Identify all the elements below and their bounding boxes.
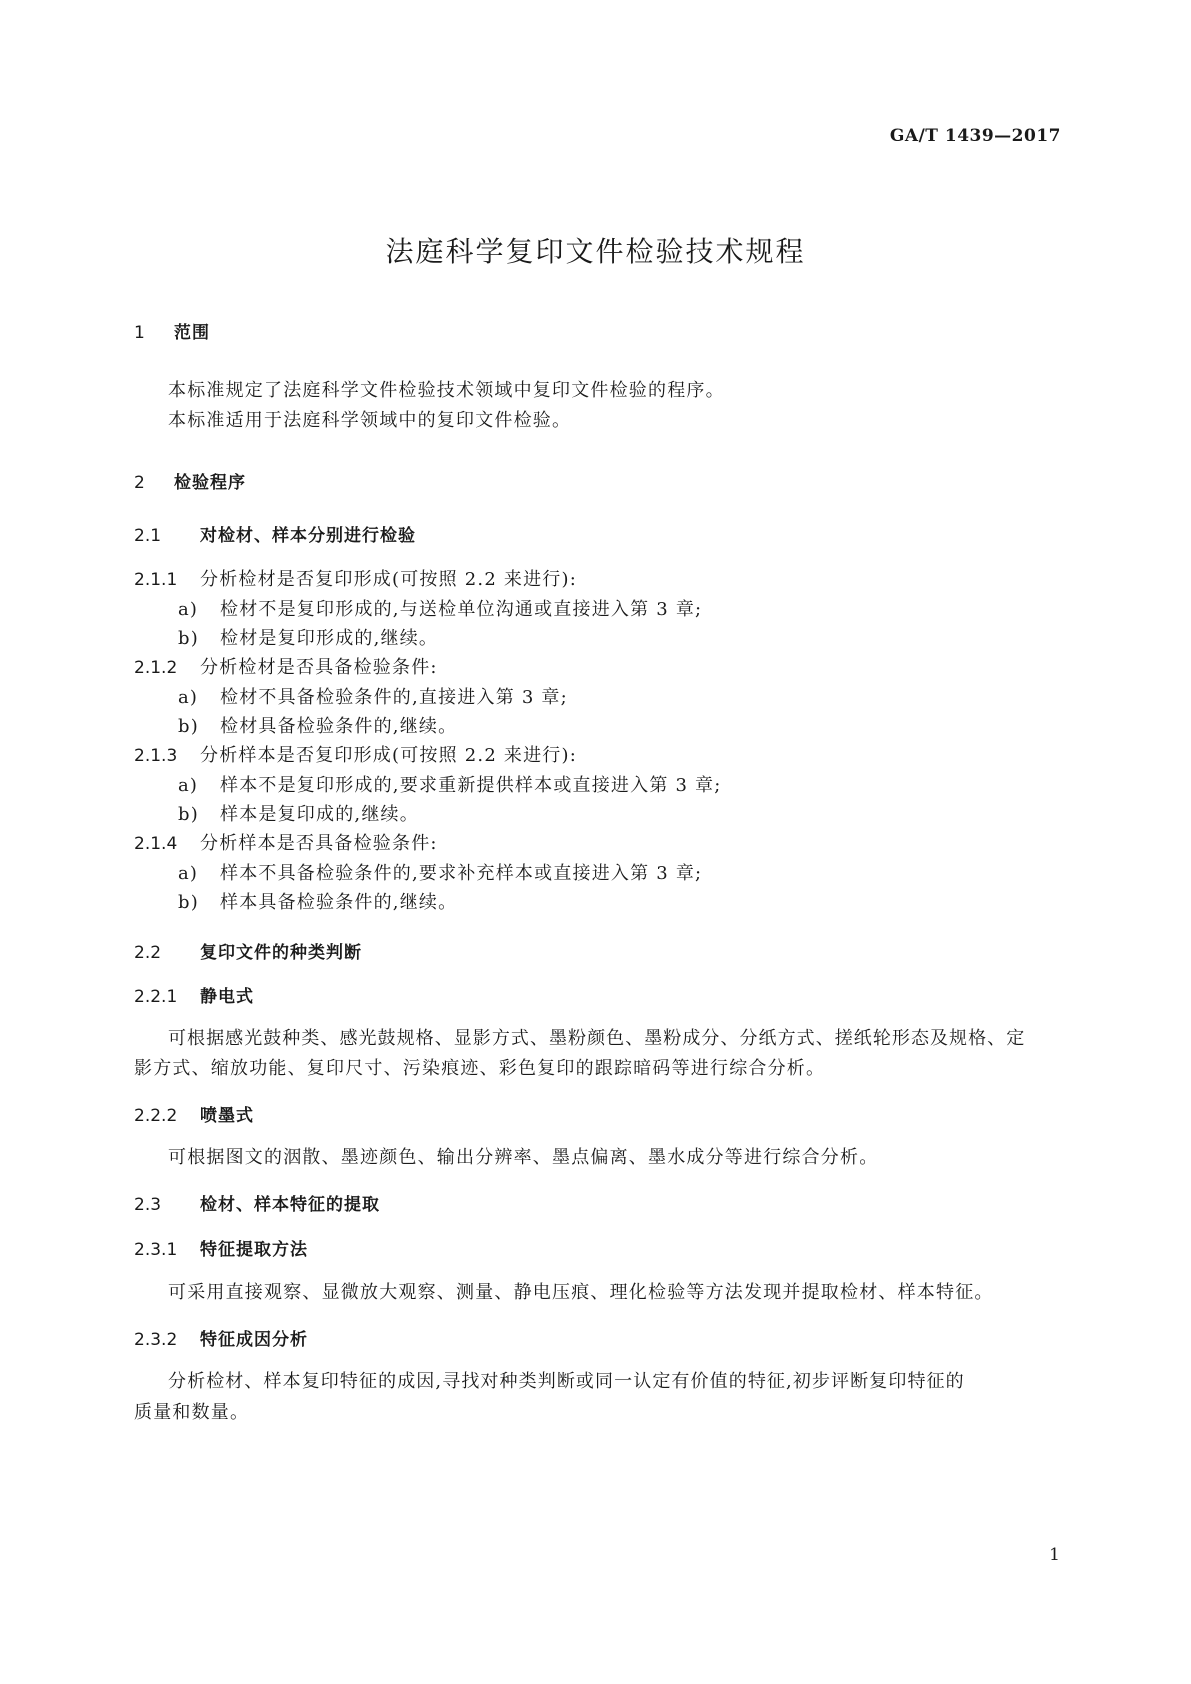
heading-2-number: 2 — [134, 473, 145, 493]
list-item-text: 样本不是复印形成的,要求重新提供样本或直接进入第 3 章; — [220, 775, 722, 796]
list-item-text: 检材是复印形成的,继续。 — [220, 628, 439, 649]
list-item-mark: b) — [178, 716, 199, 737]
clause-2-1-2 — [134, 653, 438, 679]
heading-2-2-2-number: 2.2.2 — [134, 1106, 178, 1126]
clause-2-1-2-number: 2.1.2 — [134, 658, 178, 678]
list-item-mark: a) — [178, 599, 199, 620]
heading-2-3-number: 2.3 — [134, 1195, 162, 1215]
standard-code: GA/T 1439—2017 — [889, 126, 1061, 146]
list-item-text: 检材不是复印形成的,与送检单位沟通或直接进入第 3 章; — [220, 599, 703, 620]
heading-2-3-1-title: 特征提取方法 — [200, 1240, 308, 1260]
heading-2-2-1-number: 2.2.1 — [134, 987, 178, 1007]
clause-2-1-2-text: 分析检材是否具备检验条件: — [200, 657, 438, 678]
heading-2-2-2-title: 喷墨式 — [200, 1106, 254, 1126]
inkjet-paragraph: 可根据图文的洇散、墨迹颜色、输出分辨率、墨点偏离、墨水成分等进行综合分析。 — [168, 1147, 879, 1168]
heading-1 — [134, 318, 210, 343]
list-item — [178, 712, 457, 738]
list-item-mark: b) — [178, 628, 199, 649]
feature-cause-paragraph-line-1: 分析检材、样本复印特征的成因,寻找对种类判断或同一认定有价值的特征,初步评断复印特征的 — [168, 1371, 965, 1392]
scope-paragraph-1: 本标准规定了法庭科学文件检验技术领域中复印文件检验的程序。 — [168, 380, 725, 401]
list-item — [178, 859, 702, 885]
clause-2-1-3 — [134, 741, 577, 767]
heading-1-title: 范围 — [174, 323, 210, 343]
clause-2-1-4-text: 分析样本是否具备检验条件: — [200, 833, 438, 854]
heading-2 — [134, 468, 246, 493]
list-item-mark: b) — [178, 804, 199, 825]
clause-2-1-1-text: 分析检材是否复印形成(可按照 2.2 来进行): — [200, 569, 577, 590]
list-item-mark: a) — [178, 863, 199, 884]
heading-2-3-1 — [134, 1235, 308, 1260]
document-title: 法庭科学复印文件检验技术规程 — [385, 235, 806, 268]
heading-2-3-1-number: 2.3.1 — [134, 1240, 178, 1260]
clause-2-1-4 — [134, 829, 438, 855]
heading-2-2-title: 复印文件的种类判断 — [200, 943, 362, 963]
page-number: 1 — [1049, 1545, 1060, 1565]
heading-2-2 — [134, 938, 362, 963]
list-item-mark: a) — [178, 687, 199, 708]
list-item-text: 样本具备检验条件的,继续。 — [220, 892, 458, 913]
feature-extraction-paragraph: 可采用直接观察、显微放大观察、测量、静电压痕、理化检验等方法发现并提取检材、样本特征。 — [168, 1282, 994, 1303]
heading-2-3-2 — [134, 1325, 308, 1350]
list-item — [178, 595, 702, 621]
list-item-text: 样本是复印成的,继续。 — [220, 804, 419, 825]
heading-2-1-number: 2.1 — [134, 526, 162, 546]
heading-2-1 — [134, 521, 416, 546]
list-item-mark: b) — [178, 892, 199, 913]
heading-2-3-2-title: 特征成因分析 — [200, 1330, 308, 1350]
list-item — [178, 771, 721, 797]
heading-2-2-1-title: 静电式 — [200, 987, 254, 1007]
list-item — [178, 683, 568, 709]
list-item-text: 样本不具备检验条件的,要求补充样本或直接进入第 3 章; — [220, 863, 703, 884]
heading-2-title: 检验程序 — [174, 473, 246, 493]
list-item — [178, 888, 457, 914]
heading-1-number: 1 — [134, 323, 145, 343]
clause-2-1-4-number: 2.1.4 — [134, 834, 178, 854]
heading-2-1-title: 对检材、样本分别进行检验 — [200, 526, 416, 546]
list-item-text: 检材不具备检验条件的,直接进入第 3 章; — [220, 687, 568, 708]
list-item-mark: a) — [178, 775, 199, 796]
electrostatic-paragraph-line-2: 影方式、缩放功能、复印尺寸、污染痕迹、彩色复印的跟踪暗码等进行综合分析。 — [134, 1058, 826, 1079]
list-item — [178, 800, 419, 826]
heading-2-3 — [134, 1190, 380, 1215]
list-item — [178, 624, 438, 650]
scope-paragraph-2: 本标准适用于法庭科学领域中的复印文件检验。 — [168, 410, 572, 431]
electrostatic-paragraph-line-1: 可根据感光鼓种类、感光鼓规格、显影方式、墨粉颜色、墨粉成分、分纸方式、搓纸轮形态及规格、定 — [168, 1028, 1026, 1049]
clause-2-1-3-text: 分析样本是否复印形成(可按照 2.2 来进行): — [200, 745, 577, 766]
clause-2-1-1 — [134, 565, 577, 591]
list-item-text: 检材具备检验条件的,继续。 — [220, 716, 458, 737]
heading-2-2-number: 2.2 — [134, 943, 162, 963]
heading-2-2-2 — [134, 1101, 254, 1126]
heading-2-2-1 — [134, 982, 254, 1007]
clause-2-1-3-number: 2.1.3 — [134, 746, 178, 766]
heading-2-3-2-number: 2.3.2 — [134, 1330, 178, 1350]
clause-2-1-1-number: 2.1.1 — [134, 570, 178, 590]
heading-2-3-title: 检材、样本特征的提取 — [200, 1195, 380, 1215]
feature-cause-paragraph-line-2: 质量和数量。 — [134, 1402, 250, 1423]
